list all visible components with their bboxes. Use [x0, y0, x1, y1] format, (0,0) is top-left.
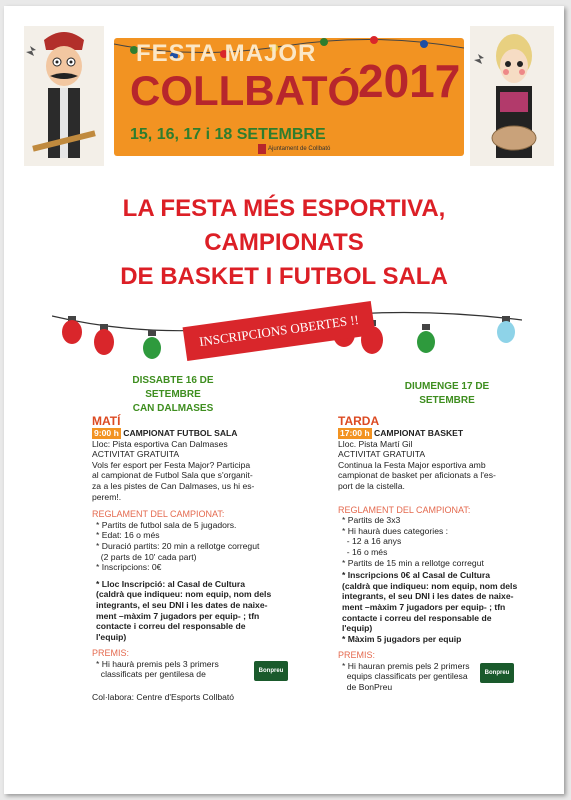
time-badge: 9:00 h	[94, 428, 119, 438]
bonpreu-logo: Bonpreu	[480, 663, 514, 683]
town-name: COLLBATÓ	[130, 67, 361, 114]
inscription-info	[92, 579, 292, 643]
light-bulb	[497, 316, 515, 343]
bonpreu-logo: Bonpreu	[254, 661, 288, 681]
festa-major-banner	[18, 26, 556, 174]
rule-item: * Partits de 15 min a rellotge corregut	[342, 557, 484, 568]
giant-figure-right-image	[470, 26, 554, 166]
rule-item: * Duració partits: 20 min a rellotge corregut	[96, 540, 260, 551]
day-saturday-label	[108, 374, 238, 416]
prizes-info	[338, 661, 518, 693]
rule-item: (2 parts de 10' cada part)	[96, 551, 197, 562]
rule-item: * Hi haurà dues categories :	[342, 525, 449, 536]
headline-line-1: LA FESTA MÉS ESPORTIVA,	[122, 195, 446, 222]
prizes-line: classificats per gentilesa de	[96, 669, 206, 680]
free-activity: ACTIVITAT GRATUITA	[338, 449, 426, 460]
location: Lloc: Pista esportiva Can Dalmases	[92, 438, 228, 449]
day-sunday-date: DIUMENGE 17 DE SETEMBRE	[404, 381, 490, 406]
rule-item: - 12 a 16 anys	[342, 536, 402, 547]
festa-major-title: FESTA MAJOR	[136, 40, 317, 67]
inscription-line: integrants, el seu DNI i les dates de naixe-	[342, 591, 514, 602]
prizes-line: equips classificats per gentilesa	[342, 671, 468, 682]
inscription-line: * Lloc Inscripció: al Casal de Cultura	[96, 578, 245, 589]
light-bulb	[62, 316, 82, 344]
rules-heading: REGLAMENT DEL CAMPIONAT:	[92, 509, 225, 520]
description-line: Continua la Festa Major esportiva amb	[338, 459, 486, 470]
headline-line-3: DE BASKET I FUTBOL SALA	[120, 263, 448, 290]
collaborator: Col·labora: Centre d'Esports Collbató	[92, 692, 235, 703]
inscription-info	[338, 570, 518, 644]
description-line: za a les pistes de Can Dalmases, us hi es-	[92, 480, 255, 491]
rules-heading: REGLAMENT DEL CAMPIONAT:	[338, 504, 471, 515]
event-title: CAMPIONAT FUTBOL SALA	[123, 428, 238, 438]
poster-page	[4, 6, 564, 794]
inscription-line: contacte i correu del responsable de	[96, 621, 246, 632]
prizes-info	[92, 659, 292, 680]
inscription-line: ment –màxim 7 jugadors per equip- ; tfn	[342, 601, 506, 612]
headline-line-2: CAMPIONATS	[204, 229, 364, 256]
rule-item: * Partits de futbol sala de 5 jugadors.	[96, 519, 237, 530]
inscription-line: * Inscripcions 0€ al Casal de Cultura	[342, 570, 491, 581]
inscription-line: (caldrà que indiqueu: nom equip, nom dels	[342, 580, 518, 591]
inscription-line: contacte i correu del responsable de	[342, 612, 492, 623]
section-title-tarda: TARDA	[338, 414, 380, 428]
free-activity: ACTIVITAT GRATUITA	[92, 449, 180, 460]
day-saturday-place: CAN DALMASES	[132, 403, 214, 414]
light-bulb	[417, 324, 435, 353]
basket-section	[338, 414, 518, 693]
light-bulb	[143, 330, 161, 359]
year: 2017	[358, 55, 461, 107]
inscription-line: * Màxim 5 jugadors per equip	[342, 633, 462, 644]
description-line: al campionat de Futbol Sala que s'organit-	[92, 470, 253, 481]
futbol-sala-section	[92, 414, 292, 703]
ajuntament-label: Ajuntament de Collbató	[268, 146, 331, 152]
description	[92, 460, 292, 502]
day-saturday-date: DISSABTE 16 DE SETEMBRE	[132, 375, 214, 400]
inscription-line: l'equip)	[96, 631, 127, 642]
location: Lloc. Pista Martí Gil	[338, 438, 413, 449]
prizes-heading: PREMIS:	[92, 648, 130, 659]
rule-item: * Inscripcions: 0€	[96, 562, 162, 573]
section-title-mati: MATÍ	[92, 414, 121, 428]
inscription-line: l'equip)	[342, 623, 373, 634]
ajuntament-logo	[258, 144, 266, 154]
inscriptions-open-label: INSCRIPCIONS OBERTES !!	[198, 311, 360, 350]
rule-item: * Edat: 16 o més	[96, 530, 160, 541]
day-sunday-label	[382, 380, 512, 408]
prizes-heading: PREMIS:	[338, 650, 376, 661]
inscription-line: integrants, el seu DNI i les dates de naixe-	[96, 599, 268, 610]
light-bulb	[94, 324, 114, 355]
description-line: perem!.	[92, 491, 122, 502]
time-badge: 17:00 h	[340, 428, 370, 438]
inscription-line: ment –màxim 7 jugadors per equip- ; tfn	[96, 610, 260, 621]
description	[338, 460, 518, 492]
rules-list	[338, 515, 518, 568]
description-line: port de la cistella.	[338, 480, 405, 491]
event-title: CAMPIONAT BASKET	[374, 428, 464, 438]
description-line: Vols fer esport per Festa Major? Participa	[92, 459, 251, 470]
inscription-line: (caldrà que indiqueu: nom equip, nom dels	[96, 589, 272, 600]
giant-figure-left-image	[24, 26, 104, 166]
festival-dates: 15, 16, 17 i 18 SETEMBRE	[130, 126, 326, 143]
rule-item: * Partits de 3x3	[342, 515, 401, 526]
headline	[4, 192, 564, 294]
rule-item: - 16 o més	[342, 546, 388, 557]
prizes-line: * Hi hauran premis pels 2 primers	[342, 660, 470, 671]
rules-list	[92, 520, 292, 573]
prizes-line: * Hi haurà premis pels 3 primers	[96, 658, 219, 669]
prizes-line: de BonPreu	[342, 682, 393, 693]
description-line: campionat de basket per aficionats a l'es-	[338, 470, 496, 481]
